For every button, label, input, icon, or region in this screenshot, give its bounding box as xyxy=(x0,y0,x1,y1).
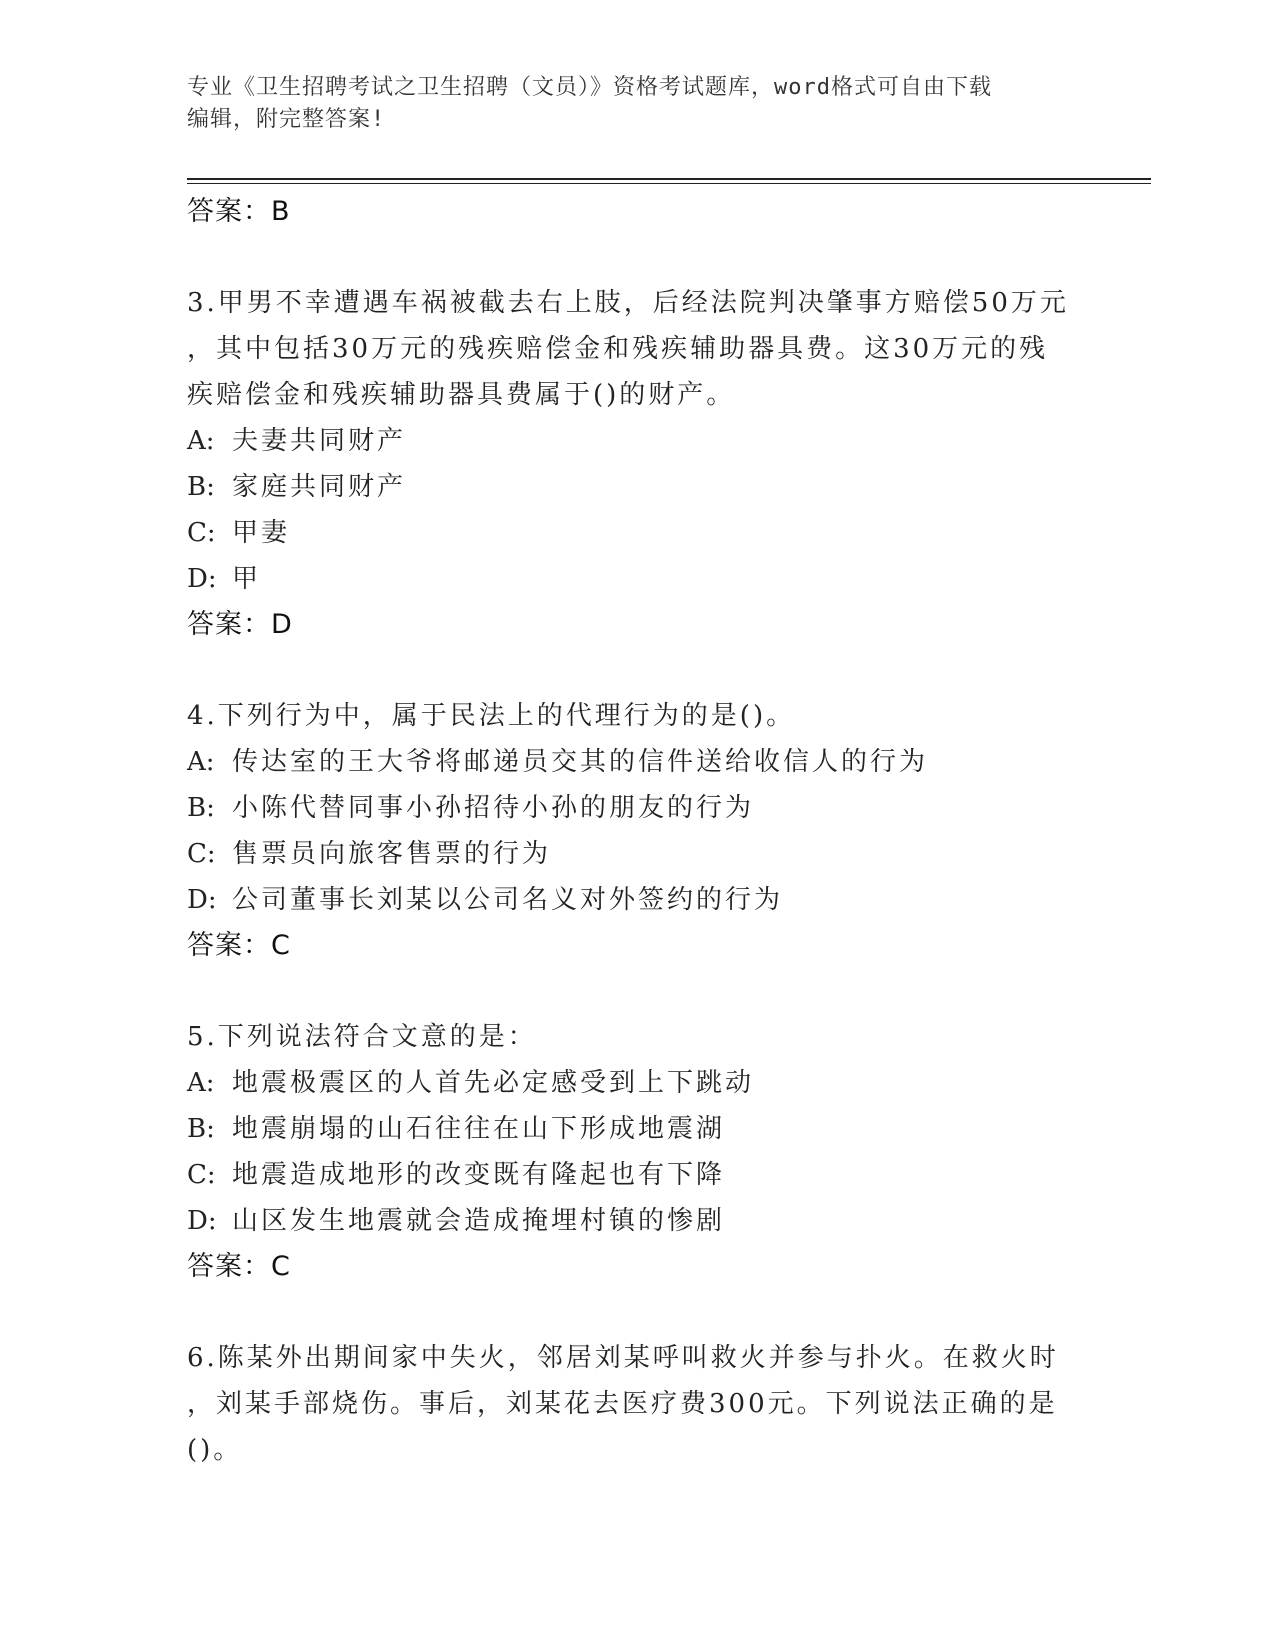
question-list xyxy=(187,189,1087,1473)
option-key: C: xyxy=(187,1160,216,1190)
question-3-answer: 答案：D xyxy=(187,609,293,640)
option-key: A: xyxy=(187,426,215,456)
question-5-answer: 答案：C xyxy=(187,1251,291,1282)
question-4-stem xyxy=(187,693,1087,739)
stem-line: 5.下列说法符合文意的是： xyxy=(187,1022,537,1052)
option-key: B: xyxy=(187,472,215,502)
header-line-1: 专业《卫生招聘考试之卫生招聘（文员）》资格考试题库，word格式可自由下载 xyxy=(187,75,992,100)
option-d xyxy=(187,556,1087,602)
option-text: 地震极震区的人首先必定感受到上下跳动 xyxy=(232,1068,755,1098)
option-c xyxy=(187,510,1087,556)
option-key: C: xyxy=(187,518,216,548)
question-4 xyxy=(187,693,1087,969)
stem-line: 6.陈某外出期间家中失火，邻居刘某呼叫救火并参与扑火。在救火时 xyxy=(187,1343,1059,1373)
option-text: 甲 xyxy=(232,564,262,594)
stem-line: 3.甲男不幸遭遇车祸被截去右上肢，后经法院判决肇事方赔偿50万元 xyxy=(187,288,1069,318)
answer-prev: 答案：B xyxy=(187,196,291,227)
option-key: B: xyxy=(187,1114,215,1144)
option-text: 山区发生地震就会造成掩埋村镇的惨剧 xyxy=(232,1206,726,1236)
stem-line: ，其中包括30万元的残疾赔偿金和残疾辅助器具费。这30万元的残 xyxy=(187,334,1049,364)
option-text: 家庭共同财产 xyxy=(232,472,407,502)
option-b xyxy=(187,785,1087,831)
option-text: 售票员向旅客售票的行为 xyxy=(232,839,552,869)
option-d xyxy=(187,1198,1087,1244)
option-text: 地震造成地形的改变既有隆起也有下降 xyxy=(232,1160,726,1190)
question-5-stem xyxy=(187,1014,1087,1060)
option-b xyxy=(187,464,1087,510)
question-4-answer: 答案：C xyxy=(187,930,291,961)
stem-line: 4.下列行为中，属于民法上的代理行为的是()。 xyxy=(187,701,796,731)
option-key: A: xyxy=(187,1068,215,1098)
option-d xyxy=(187,877,1087,923)
document-header xyxy=(187,72,1087,136)
option-a xyxy=(187,1060,1087,1106)
spacer xyxy=(187,969,1087,1014)
question-6 xyxy=(187,1335,1087,1473)
question-5 xyxy=(187,1014,1087,1290)
option-text: 小陈代替同事小孙招待小孙的朋友的行为 xyxy=(232,793,755,823)
stem-line: ，刘某手部烧伤。事后，刘某花去医疗费300元。下列说法正确的是 xyxy=(187,1389,1058,1419)
option-key: D: xyxy=(187,564,217,594)
option-text: 传达室的王大爷将邮递员交其的信件送给收信人的行为 xyxy=(232,747,929,777)
option-key: B: xyxy=(187,793,215,823)
spacer xyxy=(187,648,1087,693)
option-c xyxy=(187,1152,1087,1198)
option-b xyxy=(187,1106,1087,1152)
header-rule-thin xyxy=(187,183,1151,184)
header-rule-thick xyxy=(187,178,1151,180)
question-6-stem xyxy=(187,1335,1087,1473)
option-text: 甲妻 xyxy=(232,518,291,548)
option-c xyxy=(187,831,1087,877)
option-key: D: xyxy=(187,1206,217,1236)
option-a xyxy=(187,418,1087,464)
header-line-2: 编辑，附完整答案! xyxy=(187,107,386,132)
option-key: A: xyxy=(187,747,215,777)
option-key: D: xyxy=(187,885,217,915)
question-3-stem xyxy=(187,280,1087,418)
stem-line: 疾赔偿金和残疾辅助器具费属于()的财产。 xyxy=(187,380,736,410)
option-a xyxy=(187,739,1087,785)
stem-line: ()。 xyxy=(187,1435,243,1465)
question-3 xyxy=(187,280,1087,648)
option-text: 地震崩塌的山石往往在山下形成地震湖 xyxy=(232,1114,726,1144)
option-text: 公司董事长刘某以公司名义对外签约的行为 xyxy=(232,885,784,915)
spacer xyxy=(187,1290,1087,1335)
spacer xyxy=(187,235,1087,280)
option-key: C: xyxy=(187,839,216,869)
option-text: 夫妻共同财产 xyxy=(232,426,407,456)
